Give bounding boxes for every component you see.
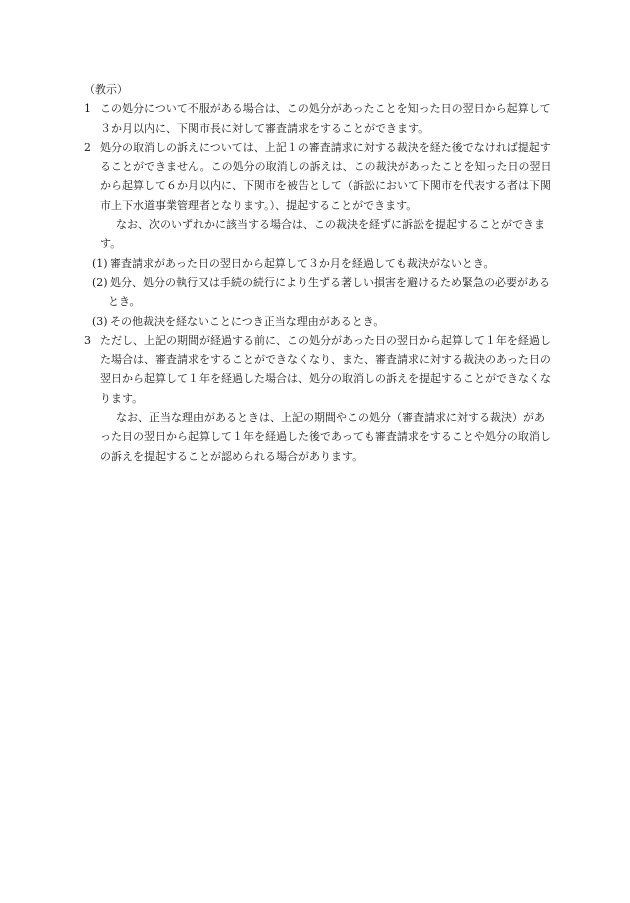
notice-item-3 [84,331,554,408]
item-2-note: なお、次のいずれかに該当する場合は、この裁決を経ずに訴訟を提起することができます。 [100,218,545,251]
notice-item-2 [84,138,554,215]
item-3-number: 3 [84,333,91,347]
sub-2-number: (2) [92,275,108,289]
sub-3-number: (3) [92,314,108,328]
sub-1-number: (1) [92,256,108,270]
item-1-number: 1 [84,102,91,116]
item-2-sub-3 [84,312,554,331]
item-2-sub-2 [84,273,554,312]
item-2-number: 2 [84,140,91,154]
item-1-text: この処分について不服がある場合は、この処分があったことを知った日の翌日から起算して３か月以内に、下関市長に対して審査請求をすることができます。 [100,102,551,135]
item-3-note: なお、正当な理由があるときは、上記の期間やこの処分（審査請求に対する裁決）があった日の翌日から起算して１年を経過した後であっても審査請求をすることや処分の取消しの訴えを提起することが認められる場合があります。 [100,411,551,463]
notice-item-1 [84,99,554,138]
notice-heading: （教示） [84,83,128,96]
sub-1-text: 審査請求があった日の翌日から起算して３か月を経過しても裁決がないとき。 [110,256,495,270]
sub-3-text: その他裁決を経ないことにつき正当な理由があるとき。 [110,314,385,328]
item-2-text: 処分の取消しの訴えについては、上記１の審査請求に対する裁決を経た後でなければ提起することができません。この処分の取消しの訴えは、この裁決があったことを知った日の翌日から起算して６か月以内に、下関市を被告として（訴訟において下関市を代表する者は下関市上下水道事業管理者となります。）、提起することができます。 [100,140,552,212]
item-3-text: ただし、上記の期間が経過する前に、この処分があった日の翌日から起算して１年を経過した場合は、審査請求をすることができなくなり、また、審査請求に対する裁決のあった日の翌日から起算して１年を経過した場合は、処分の取消しの訴えを提起することができなくなります。 [100,333,551,405]
instruction-notice [84,80,554,466]
item-2-sub-1 [84,254,554,273]
sub-2-text: 処分、処分の執行又は手続の続行により生ずる著しい損害を避けるため緊急の必要があるとき。 [108,275,550,309]
